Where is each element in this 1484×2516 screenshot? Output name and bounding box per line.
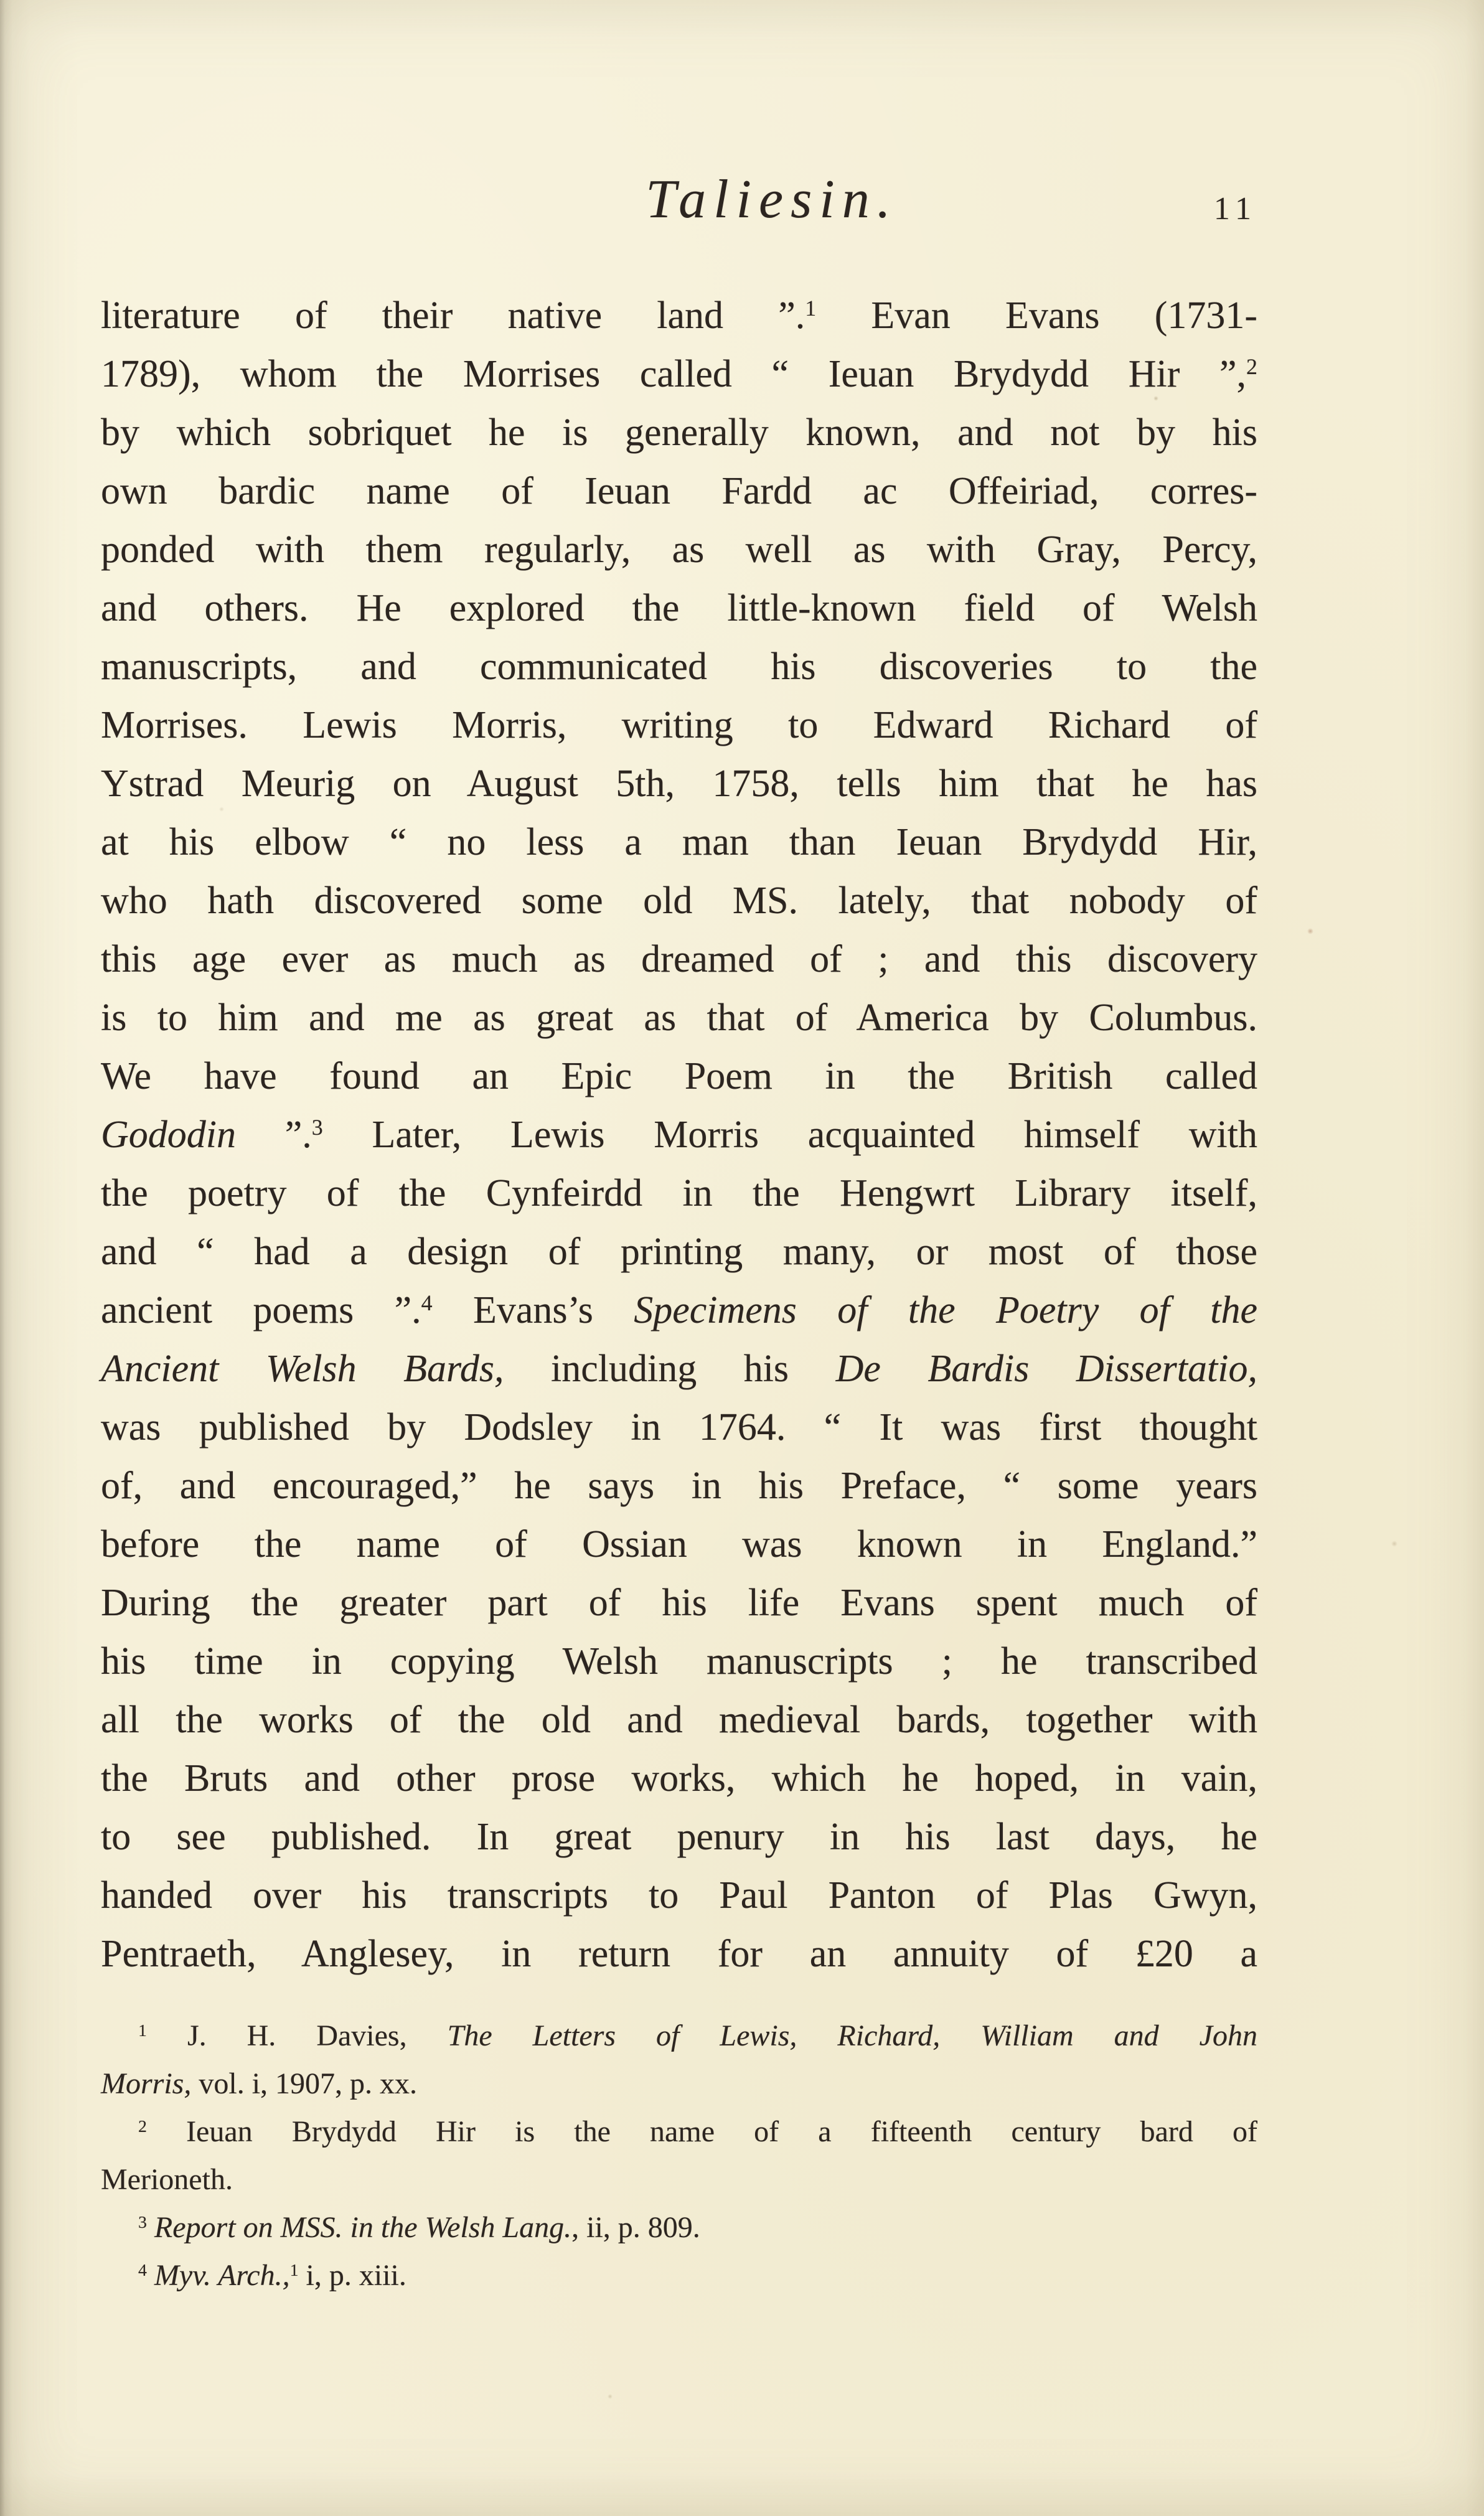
body-line bbox=[101, 1515, 1257, 1574]
page-header bbox=[101, 169, 1257, 240]
text-segment: Evans’s bbox=[432, 1289, 634, 1331]
body-line bbox=[101, 1808, 1257, 1866]
text-segment: ponded with them regularly, as well as with Gray, Percy, bbox=[101, 528, 1257, 571]
text-segment: and “ had a design of printing many, or most of those bbox=[101, 1231, 1257, 1273]
text-segment: literature of their native land ”. bbox=[101, 294, 805, 337]
text-segment: ancient poems ”. bbox=[101, 1289, 421, 1331]
text-segment: Morris, bbox=[101, 2067, 192, 2100]
body-line bbox=[101, 988, 1257, 1047]
text-segment: at his elbow “ no less a man than Ieuan Brydydd Hir, bbox=[101, 821, 1257, 863]
text-segment bbox=[147, 2211, 154, 2244]
footnote-line bbox=[101, 2108, 1257, 2156]
text-segment: The Letters of Lewis, Richard, William and John bbox=[447, 2019, 1257, 2052]
text-segment: ”. bbox=[236, 1114, 312, 1156]
text-segment: the poetry of the Cynfeirdd in the Hengwrt Library itself, bbox=[101, 1172, 1257, 1214]
footnotes bbox=[101, 2012, 1257, 2299]
page-number: 11 bbox=[1213, 191, 1257, 227]
body-line bbox=[101, 1047, 1257, 1105]
footnote-marker: 1 bbox=[138, 2021, 147, 2040]
body-line bbox=[101, 579, 1257, 637]
footnote-marker: 2 bbox=[138, 2116, 147, 2136]
text-segment: of, and encouraged,” he says in his Preface, “ some years bbox=[101, 1465, 1257, 1507]
footnote-marker: 3 bbox=[138, 2212, 147, 2232]
body-line bbox=[101, 1340, 1257, 1398]
body-line bbox=[101, 345, 1257, 403]
text-segment: Report on MSS. in the Welsh Lang. bbox=[154, 2211, 572, 2244]
body-line bbox=[101, 930, 1257, 988]
footnote-marker: 4 bbox=[138, 2260, 147, 2280]
text-segment: We have found an Epic Poem in the British called bbox=[101, 1055, 1257, 1097]
text-segment: before the name of Ossian was known in England.” bbox=[101, 1523, 1257, 1565]
body-line bbox=[101, 1691, 1257, 1749]
text-segment bbox=[147, 2259, 154, 2292]
text-segment: Ancient Welsh Bards, bbox=[101, 1348, 504, 1390]
text-segment: Pentraeth, Anglesey, in return for an annuity of £20 a bbox=[101, 1933, 1257, 1975]
body-line bbox=[101, 696, 1257, 754]
text-segment: Myv. Arch., bbox=[154, 2259, 290, 2292]
text-segment: , ii, p. 809. bbox=[571, 2211, 700, 2244]
body-line bbox=[101, 1281, 1257, 1340]
footnote-line bbox=[101, 2251, 1257, 2299]
body-line bbox=[101, 520, 1257, 579]
body-line bbox=[101, 1398, 1257, 1457]
text-segment: i, p. xiii. bbox=[298, 2259, 406, 2292]
text-segment: by which sobriquet he is generally known, and not by his bbox=[101, 411, 1257, 454]
footnote-marker: 4 bbox=[421, 1290, 433, 1316]
footnote-line bbox=[101, 2204, 1257, 2251]
text-segment: handed over his transcripts to Paul Panton of Plas Gwyn, bbox=[101, 1874, 1257, 1917]
body-line bbox=[101, 286, 1257, 345]
body-line bbox=[101, 1632, 1257, 1691]
body-line bbox=[101, 1105, 1257, 1164]
footnote-marker: 1 bbox=[289, 2260, 299, 2280]
text-segment: De Bardis Dissertatio, bbox=[835, 1348, 1257, 1390]
text-segment: the Bruts and other prose works, which he hoped, in vain, bbox=[101, 1757, 1257, 1800]
body-line bbox=[101, 754, 1257, 813]
body-line bbox=[101, 1925, 1257, 1983]
text-segment: who hath discovered some old MS. lately, that nobody of bbox=[101, 880, 1257, 922]
body-line bbox=[101, 1164, 1257, 1223]
body-line bbox=[101, 462, 1257, 520]
text-segment: Morrises. Lewis Morris, writing to Edward Richard of bbox=[101, 704, 1257, 746]
text-segment: Gododin bbox=[101, 1114, 236, 1156]
text-segment: J. H. Davies, bbox=[146, 2019, 448, 2052]
footnote-line bbox=[101, 2060, 1257, 2108]
text-segment: was published by Dodsley in 1764. “ It was first thought bbox=[101, 1406, 1257, 1448]
text-segment: his time in copying Welsh manuscripts ; he transcribed bbox=[101, 1640, 1257, 1683]
text-segment: vol. i, 1907, p. xx. bbox=[191, 2067, 418, 2100]
text-segment: including his bbox=[504, 1348, 836, 1390]
text-segment: Evan Evans (1731- bbox=[816, 294, 1258, 337]
footnote-marker: 3 bbox=[311, 1115, 323, 1140]
text-segment: own bardic name of Ieuan Fardd ac Offeiriad, corres- bbox=[101, 470, 1257, 512]
text-segment: Ieuan Brydydd Hir is the name of a fifteenth century bard of bbox=[146, 2115, 1257, 2148]
footnote-marker: 2 bbox=[1246, 354, 1257, 380]
body-line bbox=[101, 403, 1257, 462]
body-line bbox=[101, 1749, 1257, 1808]
body-line bbox=[101, 1223, 1257, 1281]
text-segment: manuscripts, and communicated his discoveries to the bbox=[101, 645, 1257, 688]
footnote-line bbox=[101, 2156, 1257, 2204]
body-text bbox=[101, 286, 1257, 1983]
text-segment: Merioneth. bbox=[101, 2163, 233, 2196]
body-line bbox=[101, 1574, 1257, 1632]
text-segment: Later, Lewis Morris acquainted himself with bbox=[322, 1114, 1257, 1156]
body-line bbox=[101, 813, 1257, 871]
footnote-marker: 1 bbox=[805, 296, 817, 321]
text-segment: this age ever as much as dreamed of ; and this discovery bbox=[101, 938, 1257, 980]
body-line bbox=[101, 1457, 1257, 1515]
text-segment: 1789), whom the Morrises called “ Ieuan Brydydd Hir ”, bbox=[101, 353, 1247, 395]
body-line bbox=[101, 1866, 1257, 1925]
text-segment: all the works of the old and medieval bards, together with bbox=[101, 1699, 1257, 1741]
text-segment: and others. He explored the little-known field of Welsh bbox=[101, 587, 1257, 629]
text-segment: is to him and me as great as that of America by Columbus. bbox=[101, 997, 1257, 1039]
body-line bbox=[101, 871, 1257, 930]
footnote-line bbox=[101, 2012, 1257, 2060]
text-segment: Ystrad Meurig on August 5th, 1758, tells him that he has bbox=[101, 763, 1257, 805]
running-title: Taliesin. bbox=[646, 169, 898, 230]
body-line bbox=[101, 637, 1257, 696]
text-segment: Specimens of the Poetry of the bbox=[634, 1289, 1257, 1331]
text-segment: to see published. In great penury in his last days, he bbox=[101, 1816, 1257, 1858]
text-segment: During the greater part of his life Evans spent much of bbox=[101, 1582, 1257, 1624]
